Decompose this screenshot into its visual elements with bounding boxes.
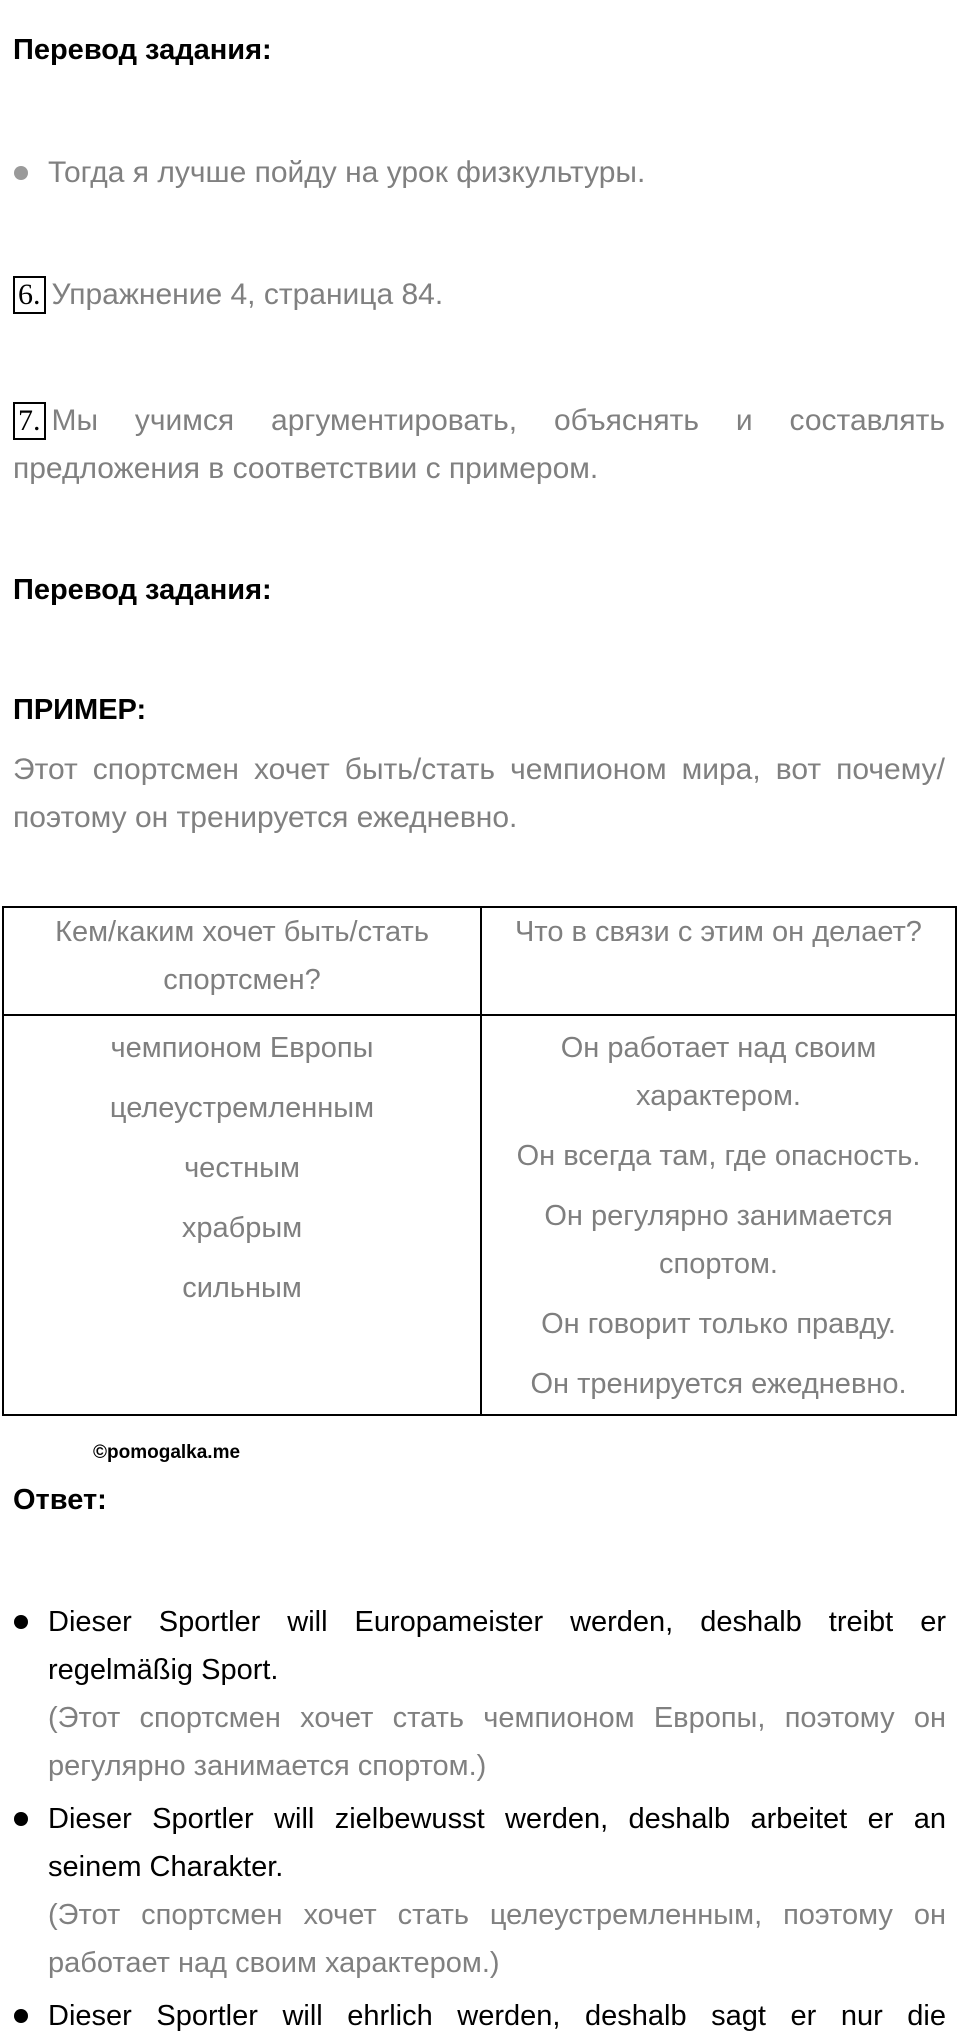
copyright-watermark: ©pomogalka.me [93,1442,241,1463]
answer-german: Dieser Sportler will ehrlich werden, deshalb sagt er nur die [48,2000,946,2032]
answer-russian: (Этот спортсмен хочет стать чемпионом Европы, поэтому он регулярно занимается спортом.) [48,1702,946,1782]
answer-item-3 [48,1992,946,2040]
table-header-right: Что в связи с этим он делает? [481,907,956,1015]
table-left-item: целеустремленным [109,1092,375,1124]
table-right-item: Он говорит только правду. [541,1308,896,1340]
exercise-6-text: Упражнение 4, страница 84. [51,278,444,311]
table-left-cell [3,1015,481,1415]
answer-german: Dieser Sportler will Europameister werden, deshalb treibt er regelmäßig Sport. [48,1606,946,1686]
answer-bullet-icon [14,1615,28,1629]
answer-russian: (Этот спортсмен хочет стать целеустремленным, поэтому он работает над своим характером.) [48,1899,946,1979]
exercise-6-number: 6. [13,276,46,314]
sportsman-table [2,906,957,1416]
exercise-6 [13,271,443,319]
table-right-item: Он тренируется ежедневно. [530,1368,907,1400]
table-right-item: Он регулярно занимается спортом. [544,1200,893,1280]
table-left-item: храбрым [181,1212,303,1244]
task-translation-heading: Перевод задания: [13,34,272,66]
table-body-row [3,1015,956,1415]
bullet-text: Тогда я лучше пойду на урок физкультуры. [48,156,646,189]
exercise-7 [13,397,945,493]
table-header-left: Кем/каким хочет быть/стать спортсмен? [3,907,481,1015]
answer-item-1 [48,1598,946,1790]
answer-bullet-icon [14,1812,28,1826]
table-right-cell [481,1015,956,1415]
answer-item-2 [48,1795,946,1987]
answer-label: Ответ: [13,1484,107,1516]
table-header-row [3,907,956,1015]
task-translation-heading-2: Перевод задания: [13,574,272,606]
table-left-item: честным [184,1152,300,1184]
exercise-7-text: Мы учимся аргументировать, объяснять и составлять предложения в соответствии с примером. [13,404,945,485]
answer-bullet-icon [14,2009,28,2023]
bullet-dot-icon [14,166,28,180]
exercise-7-number: 7. [13,402,46,440]
table-right-item: Он всегда там, где опасность. [516,1140,921,1172]
table-left-item: сильным [182,1272,302,1304]
table-left-item: чемпионом Европы [110,1032,374,1064]
answer-german: Dieser Sportler will zielbewusst werden, deshalb arbeitet er an seinem Charakter. [48,1803,946,1883]
example-text: Этот спортсмен хочет быть/стать чемпионом мира, вот почему/поэтому он тренируется ежедневно. [13,753,945,834]
example-label: ПРИМЕР: [13,694,147,726]
table-right-item: Он работает над своим характером. [560,1032,877,1112]
